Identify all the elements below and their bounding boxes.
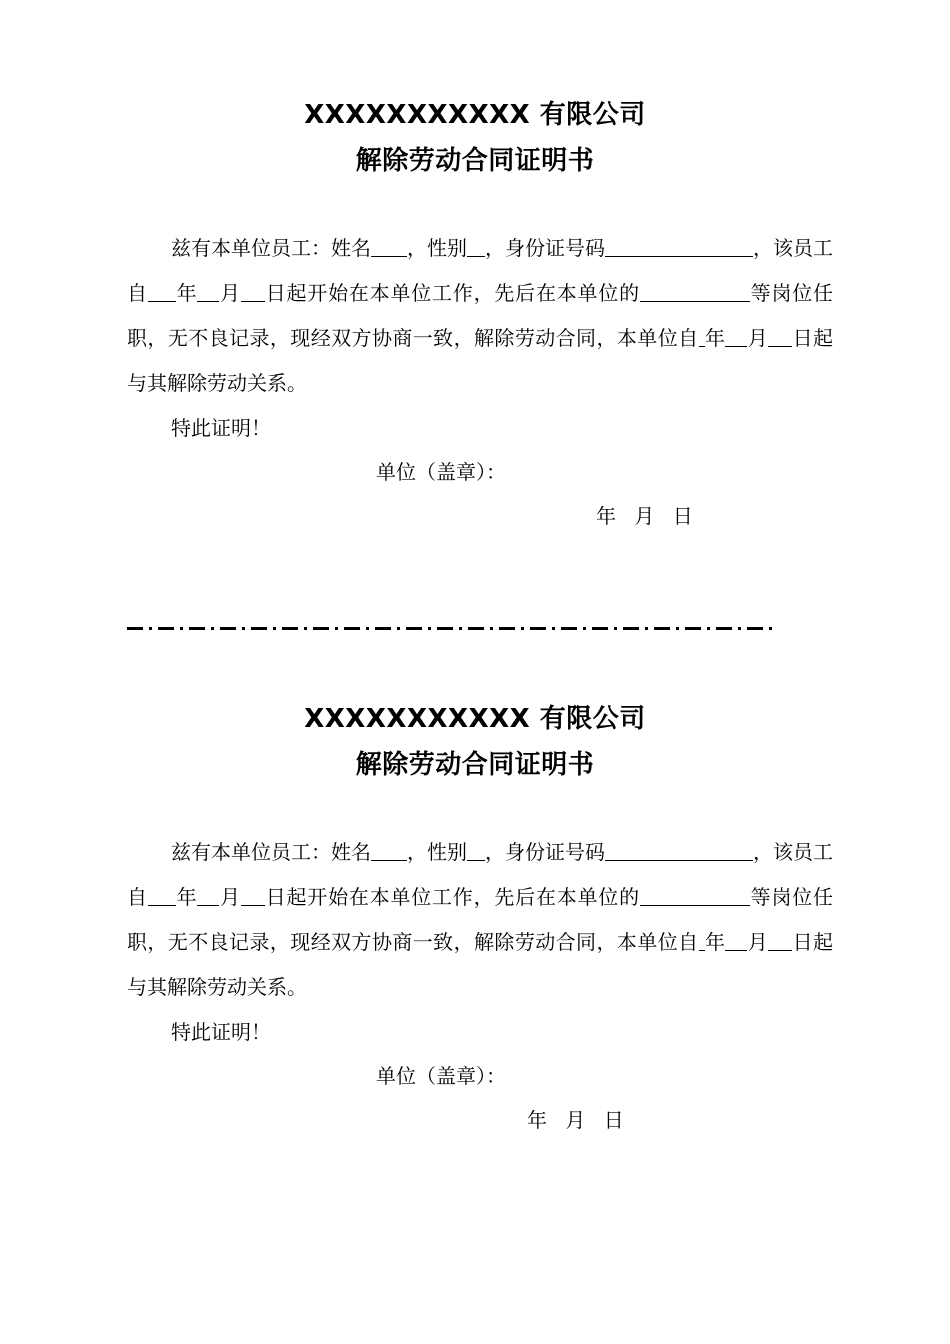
- start-day-blank: [241, 280, 265, 302]
- document-title: 解除劳动合同证明书: [355, 750, 595, 780]
- cut-line: [127, 626, 777, 631]
- closing-text: 特此证明！: [171, 1020, 271, 1044]
- date-line: 年 月 日: [527, 1108, 624, 1132]
- certificate-paragraph: 兹有本单位员工：姓名 ，性别 ，身份证号码 ，该员工自 年 月 日起开始在本单位工作，先后在本单位的 等岗位任职，无不良记录，现经双方协商一致，解除劳动合同，本单位自 年 月 日起与其解除劳动关系。: [127, 236, 834, 395]
- id-number-blank: [605, 839, 753, 861]
- seal-label: 单位（盖章）：: [376, 1064, 506, 1088]
- company-name: XXXXXXXXXXX 有限公司: [304, 100, 646, 130]
- certificate-1: [0, 92, 950, 528]
- position-blank: [640, 280, 750, 302]
- certificate-body: [127, 830, 833, 1055]
- start-day-blank: [241, 884, 265, 906]
- id-number-blank: [605, 235, 753, 257]
- gender-blank: [467, 235, 485, 257]
- gender-blank: [467, 839, 485, 861]
- name-blank: [371, 839, 407, 861]
- certificate-body: [127, 226, 833, 451]
- company-name: XXXXXXXXXXX 有限公司: [304, 704, 646, 734]
- end-month-blank: [725, 929, 747, 951]
- end-day-blank: [768, 929, 792, 951]
- end-day-blank: [768, 325, 792, 347]
- end-month-blank: [725, 325, 747, 347]
- position-blank: [640, 884, 750, 906]
- closing-text: 特此证明！: [171, 416, 271, 440]
- date-line: 年 月 日: [596, 504, 693, 528]
- start-month-blank: [197, 884, 219, 906]
- start-year-blank: [148, 884, 176, 906]
- certificate-2: [0, 696, 950, 1132]
- start-year-blank: [148, 280, 176, 302]
- certificate-paragraph: 兹有本单位员工：姓名 ，性别 ，身份证号码 ，该员工自 年 月 日起开始在本单位工作，先后在本单位的 等岗位任职，无不良记录，现经双方协商一致，解除劳动合同，本单位自 年 月 日起与其解除劳动关系。: [127, 840, 834, 999]
- document-title: 解除劳动合同证明书: [355, 146, 595, 176]
- seal-label: 单位（盖章）：: [376, 460, 506, 484]
- name-blank: [371, 235, 407, 257]
- start-month-blank: [197, 280, 219, 302]
